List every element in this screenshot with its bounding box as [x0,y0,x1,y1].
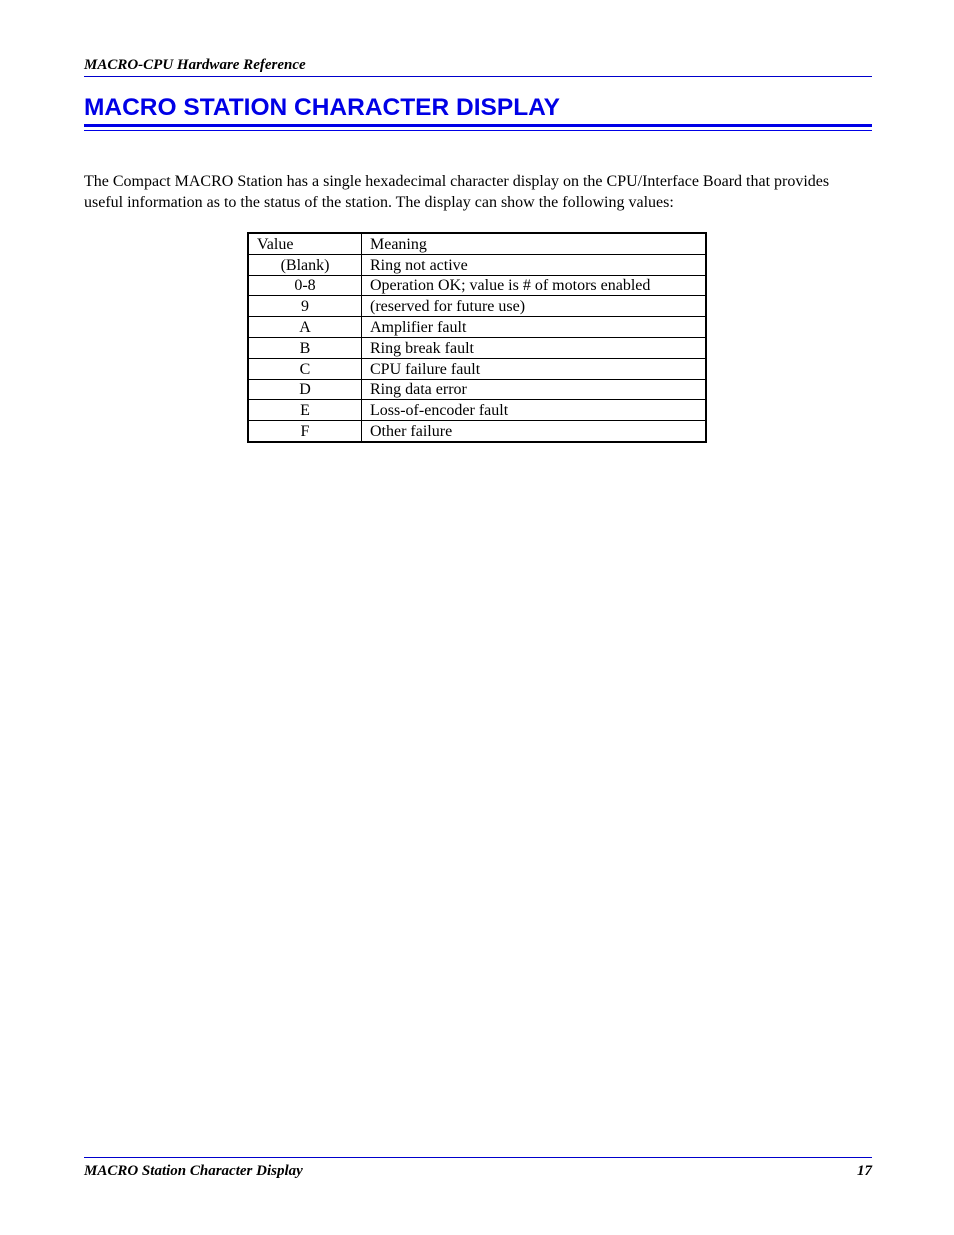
intro-paragraph: The Compact MACRO Station has a single hexadecimal character display on the CPU/Interface Board that provides useful information as to the status of the station. The display can show the following values: [84,173,830,211]
cell-meaning: Operation OK; value is # of motors enabled [362,275,707,296]
cell-value: 0-8 [248,275,362,296]
cell-value: B [248,337,362,358]
cell-meaning: Other failure [362,421,707,442]
table-row [248,421,706,442]
cell-meaning: CPU failure fault [362,358,707,379]
display-values-table [247,232,707,443]
cell-value: D [248,379,362,400]
table-row [248,275,706,296]
cell-meaning: Loss-of-encoder fault [362,400,707,421]
table-row [248,317,706,338]
table-row [248,358,706,379]
cell-meaning: Ring break fault [362,337,707,358]
column-header-meaning: Meaning [362,233,707,254]
table-row [248,254,706,275]
title-rule-thin [84,130,872,131]
table-row [248,337,706,358]
running-footer [84,1157,872,1180]
cell-value: (Blank) [248,254,362,275]
cell-meaning: (reserved for future use) [362,296,707,317]
cell-meaning: Amplifier fault [362,317,707,338]
running-header-title: MACRO-CPU Hardware Reference [84,57,306,73]
footer-page-number: 17 [857,1163,872,1179]
table-row [248,400,706,421]
table-row [248,296,706,317]
cell-meaning: Ring data error [362,379,707,400]
cell-value: E [248,400,362,421]
table-row [248,379,706,400]
cell-value: F [248,421,362,442]
table-header-row [248,233,706,254]
cell-value: 9 [248,296,362,317]
footer-section-name: MACRO Station Character Display [84,1163,303,1179]
title-rule-thick [84,124,872,127]
cell-meaning: Ring not active [362,254,707,275]
column-header-value: Value [248,233,362,254]
cell-value: C [248,358,362,379]
table-body [248,254,706,442]
running-header [84,56,872,77]
cell-value: A [248,317,362,338]
section-title: MACRO STATION CHARACTER DISPLAY [84,94,560,121]
